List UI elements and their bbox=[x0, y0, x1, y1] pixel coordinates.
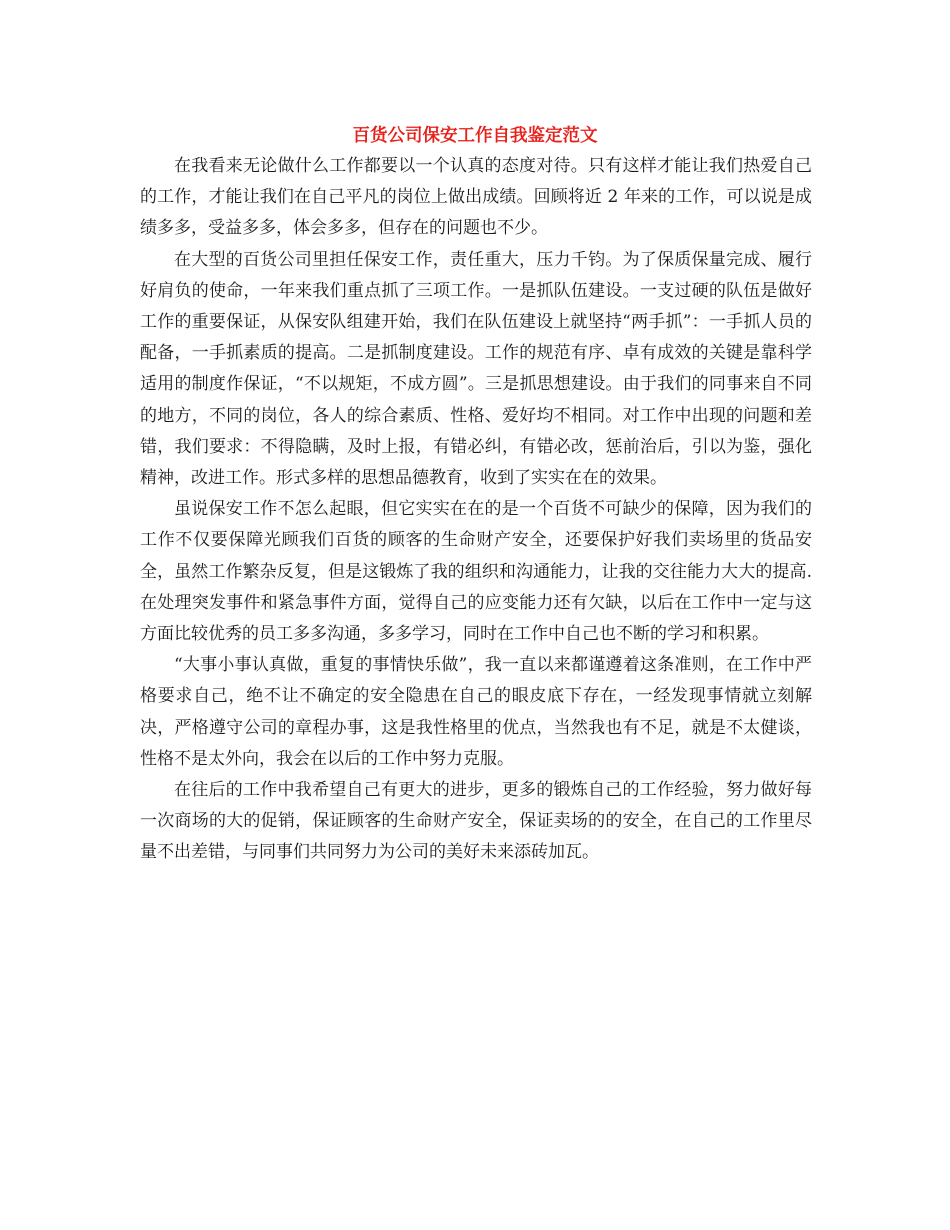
document-body bbox=[140, 151, 812, 869]
paragraph-3: 虽说保安工作不怎么起眼，但它实实在在的是一个百货不可缺少的保障，因为我们的工作不仅要保障光顾我们百货的顾客的生命财产安全，还要保护好我们卖场里的货品安全，虽然工作繁杂反复，但是这锻炼了我的组织和沟通能力，让我的交往能力大大的提高.在处理突发事件和紧急事件方面，觉得自己的应变能力还有欠缺，以后在工作中一定与这方面比较优秀的员工多多沟通，多多学习，同时在工作中自己也不断的学习和积累。 bbox=[140, 499, 812, 645]
paragraph-2: 在大型的百货公司里担任保安工作，责任重大，压力千钧。为了保质保量完成、履行好肩负的使命，一年来我们重点抓了三项工作。一是抓队伍建设。一支过硬的队伍是做好工作的重要保证，从保安队组建开始，我们在队伍建设上就坚持“两手抓”：一手抓人员的配备，一手抓素质的提高。二是抓制度建设。工作的规范有序、卓有成效的关键是靠科学适用的制度作保证，“不以规矩，不成方圆”。三是抓思想建设。由于我们的同事来自不同的地方，不同的岗位，各人的综合素质、性格、爱好均不相同。对工作中出现的问题和差错，我们要求：不得隐瞒，及时上报，有错必纠，有错必改，惩前治后，引以为鉴，强化精神，改进工作。形式多样的思想品德教育，收到了实实在在的效果。 bbox=[140, 249, 812, 489]
paragraph-5: 在往后的工作中我希望自己有更大的进步，更多的锻炼自己的工作经验，努力做好每一次商场的大的促销，保证顾客的生命财产安全，保证卖场的的安全，在自己的工作里尽量不出差错，与同事们共同努力为公司的美好未来添砖加瓦。 bbox=[140, 780, 812, 863]
document-title: 百货公司保安工作自我鉴定范文 bbox=[352, 126, 598, 146]
paragraph-1: 在我看来无论做什么工作都要以一个认真的态度对待。只有这样才能让我们热爱自己的工作，才能让我们在自己平凡的岗位上做出成绩。回顾将近 2 年来的工作，可以说是成绩多多，受益多多，体会多多，但存在的问题也不少。 bbox=[140, 156, 812, 239]
paragraph-4: “大事小事认真做，重复的事情快乐做”，我一直以来都谨遵着这条准则，在工作中严格要求自己，绝不让不确定的安全隐患在自己的眼皮底下存在，一经发现事情就立刻解决，严格遵守公司的章程办事，这是我性格里的优点，当然我也有不足，就是不太健谈，性格不是太外向，我会在以后的工作中努力克服。 bbox=[140, 655, 812, 769]
